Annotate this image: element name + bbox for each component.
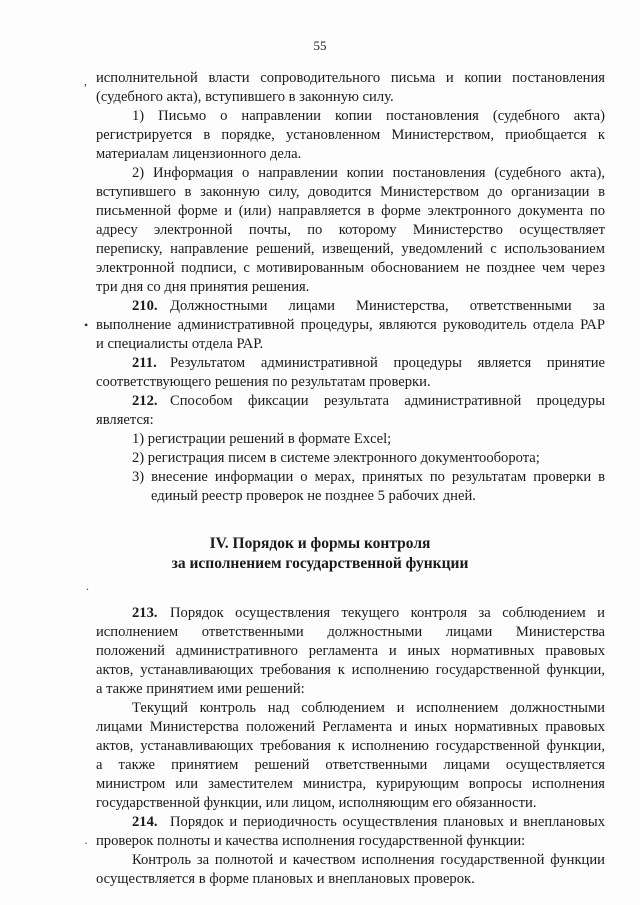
text-line: выполнение административной процедуры, являются руководитель отдела РАР	[96, 317, 605, 333]
text-line: переписку, направление решений, извещений, уведомлений с использованием	[96, 241, 605, 257]
text-line: Результатом административной процедуры является принятие	[170, 355, 605, 371]
text-line: исполнением ответственными должностными лицами Министерства	[96, 624, 605, 640]
text-line: Способом фиксации результата административной процедуры	[170, 393, 605, 409]
text-line: адресу электронной почты, по которому Министерство осуществляет	[96, 222, 605, 238]
scan-artifact: .	[86, 579, 89, 593]
text-line: письменной форме и (или) направляется в форме электронного документа по	[96, 203, 605, 219]
text-line: вступившего в законную силу, доводится Министерством до организации в	[96, 184, 605, 200]
text-line: лицами Министерства положений Регламента и иных нормативных правовых	[96, 719, 605, 735]
paragraph-number: 214.	[132, 814, 158, 830]
text-line: 1) Письмо о направлении копии постановления (судебного акта)	[132, 108, 605, 124]
text-line: исполнительной власти сопроводительного письма и копии постановления	[96, 70, 605, 86]
scan-artifact: ·	[84, 836, 88, 850]
text-line: Должностными лицами Министерства, ответственными за	[170, 298, 605, 314]
text-line: Текущий контроль над соблюдением и исполнением должностными	[132, 700, 605, 716]
text-line: проверок полноты и качества исполнения государственной функции:	[96, 833, 526, 849]
list-item: 2) регистрация писем в системе электронного документооборота;	[132, 450, 540, 466]
scan-artifact: •	[84, 318, 89, 332]
text-line: актов, устанавливающих требования к исполнению государственной функции,	[96, 738, 605, 754]
paragraph-number: 210.	[132, 298, 158, 314]
paragraph-number: 212.	[132, 393, 158, 409]
text-line: электронной подписи, с мотивированным обоснованием не позднее чем через	[96, 260, 605, 276]
text-line: три дня со дня принятия решения.	[96, 279, 310, 295]
text-line: актов, устанавливающих требования к исполнению государственной функции,	[96, 662, 605, 678]
text-line: Порядок и периодичность осуществления плановых и внеплановых	[170, 814, 605, 830]
list-item: 1) регистрации решений в формате Excel;	[132, 431, 392, 447]
text-line: положений административного регламента и иных нормативных правовых	[96, 643, 605, 659]
text-line: а также принятием решений ответственными лицами осуществляется	[96, 757, 605, 773]
list-item: 3) внесение информации о мерах, принятых по результатам проверки в	[132, 469, 605, 485]
section-heading: за исполнением государственной функции	[171, 555, 469, 572]
list-item: единый реестр проверок не позднее 5 рабочих дней.	[151, 488, 476, 504]
text-line: министром или заместителем министра, курирующим вопросы исполнения	[96, 776, 605, 792]
paragraph-number: 211.	[132, 355, 157, 371]
section-heading: IV. Порядок и формы контроля	[209, 535, 431, 552]
text-line: регистрируется в порядке, установленном Министерством, приобщается к	[96, 127, 605, 143]
text-line: соответствующего решения по результатам проверки.	[96, 374, 431, 390]
text-line: осуществляется в форме плановых и внеплановых проверок.	[96, 871, 475, 887]
text-line: является:	[96, 412, 154, 428]
text-line: государственной функции, или лицом, исполняющим его обязанности.	[96, 795, 537, 811]
text-line: материалам лицензионного дела.	[96, 146, 302, 162]
paragraph-number: 213.	[132, 605, 158, 621]
page-number: 55	[313, 38, 327, 53]
text-line: (судебного акта), вступившего в законную силу.	[96, 89, 394, 105]
scan-artifact: ,	[84, 74, 87, 88]
text-line: Контроль за полнотой и качеством исполнения государственной функции	[132, 852, 605, 868]
text-line: и специалисты отдела РАР.	[96, 336, 264, 352]
text-line: Порядок осуществления текущего контроля за соблюдением и	[170, 605, 605, 621]
text-line: а также принятием ими решений:	[96, 681, 305, 697]
text-line: 2) Информация о направлении копии постановления (судебного акта),	[132, 165, 605, 181]
